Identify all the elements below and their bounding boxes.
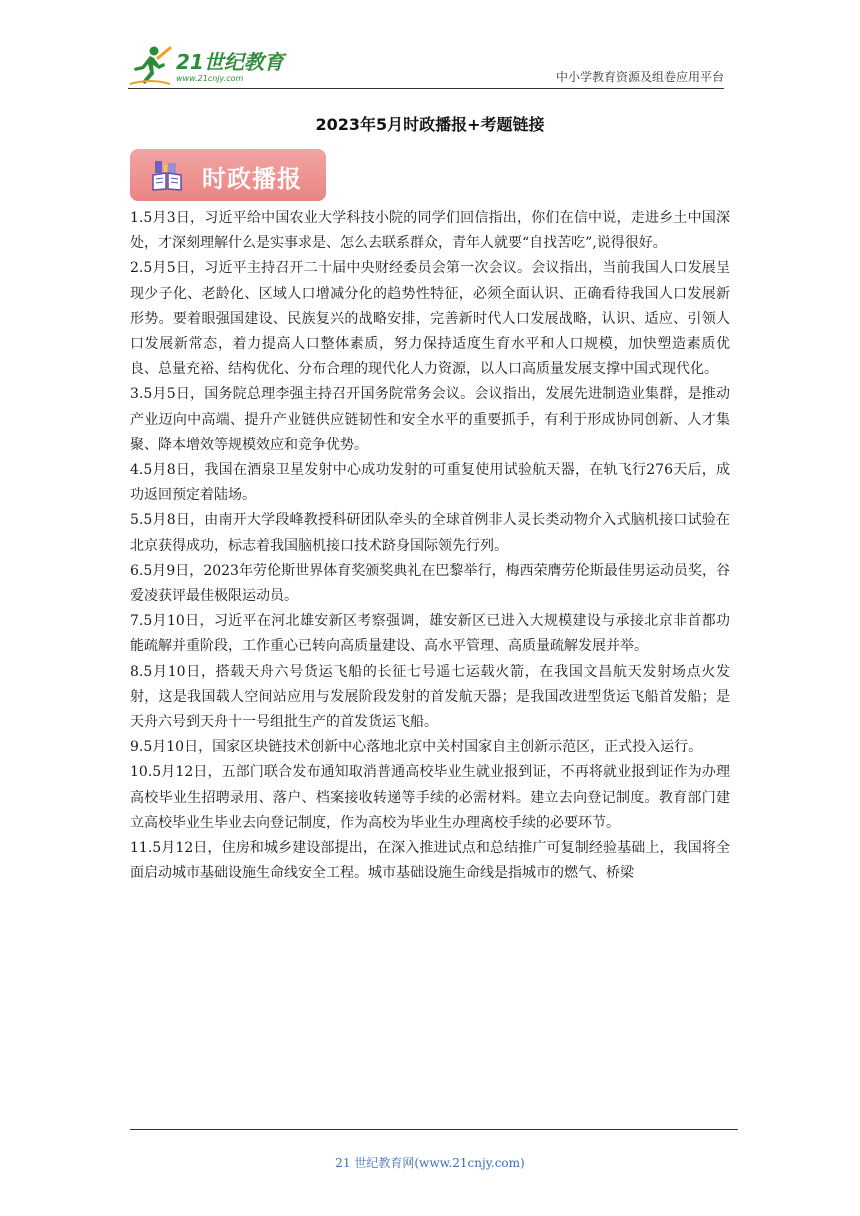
footer-divider xyxy=(130,1129,738,1130)
page-header xyxy=(128,38,724,89)
news-item-1: 1.5月3日，习近平给中国农业大学科技小院的同学们回信指出，你们在信中说，走进乡土中国深处，才深刻理解什么是实事求是、怎么去联系群众，青年人就要“自找苦吃”,说得很好。 xyxy=(130,210,730,252)
runner-logo-icon xyxy=(128,44,172,88)
news-item-8: 8.5月10日，搭载天舟六号货运飞船的长征七号遥七运载火箭，在我国文昌航天发射场点火发射，这是我国载人空间站应用与发展阶段发射的首发航天器；是我国改进型货运飞船首发船；是天舟六号到天舟十一号组批生产的首发货运飞船。 xyxy=(130,663,730,731)
banner-label: 时政播报 xyxy=(202,165,302,193)
document-title: 2023年5月时政播报+考题链接 xyxy=(315,115,545,134)
platform-name: 中小学教育资源及组卷应用平台 xyxy=(555,70,724,84)
section-banner xyxy=(130,149,326,201)
logo-url: www.21cnjy.com xyxy=(176,74,244,83)
news-item-9: 9.5月10日，国家区块链技术创新中心落地北京中关村国家自主创新示范区，正式投入运行。 xyxy=(130,739,703,756)
news-item-2: 2.5月5日，习近平主持召开二十届中央财经委员会第一次会议。会议指出，当前我国人口发展呈现少子化、老龄化、区域人口增减分化的趋势性特征，必须全面认识、正确看待我国人口发展新形势。要着眼强国建设、民族复兴的战略安排，完善新时代人口发展战略，认识、适应、引领人口发展新常态，着力提高人口整体素质，努力保持适度生育水平和人口规模，加快塑造素质优良、总量充裕、结构优化、分布合理的现代化人力资源，以人口高质量发展支撑中国式现代化。 xyxy=(130,260,730,378)
logo-text: 21世纪教育 xyxy=(176,50,284,74)
news-item-6: 6.5月9日，2023年劳伦斯世界体育奖颁奖典礼在巴黎举行，梅西荣膺劳伦斯最佳男运动员奖，谷爱凌获评最佳极限运动员。 xyxy=(130,562,730,605)
site-logo[interactable] xyxy=(128,44,298,88)
news-item-3: 3.5月5日，国务院总理李强主持召开国务院常务会议。会议指出，发展先进制造业集群，是推动产业迈向中高端、提升产业链供应链韧性和安全水平的重要抓手，有利于形成协同创新、人才集聚、降本增效等规模效应和竞争优势。 xyxy=(130,386,730,453)
footer-link[interactable]: 21 世纪教育网(www.21cnjy.com) xyxy=(335,1156,525,1170)
news-item-10: 10.5月12日，五部门联合发布通知取消普通高校毕业生就业报到证，不再将就业报到证作为办理高校毕业生招聘录用、落户、档案接收转递等手续的必需材料。建立去向登记制度。教育部门建立高校毕业生毕业去向登记制度，作为高校为毕业生办理离校手续的必要环节。 xyxy=(130,764,730,831)
news-item-7: 7.5月10日，习近平在河北雄安新区考察强调，雄安新区已进入大规模建设与承接北京非首都功能疏解并重阶段，工作重心已转向高质量建设、高水平管理、高质量疏解发展并举。 xyxy=(130,613,730,655)
news-item-11: 11.5月12日，住房和城乡建设部提出，在深入推进试点和总结推广可复制经验基础上，我国将全面启动城市基础设施生命线安全工程。城市基础设施生命线是指城市的燃气、桥梁 xyxy=(130,840,730,882)
news-item-4: 4.5月8日，我国在酒泉卫星发射中心成功发射的可重复使用试验航天器，在轨飞行276天后，成功返回预定着陆场。 xyxy=(130,462,730,504)
news-item-5: 5.5月8日，由南开大学段峰教授科研团队牵头的全球首例非人灵长类动物介入式脑机接口试验在北京获得成功，标志着我国脑机接口技术跻身国际领先行列。 xyxy=(130,512,730,554)
book-icon xyxy=(152,159,182,191)
news-list xyxy=(130,206,730,886)
